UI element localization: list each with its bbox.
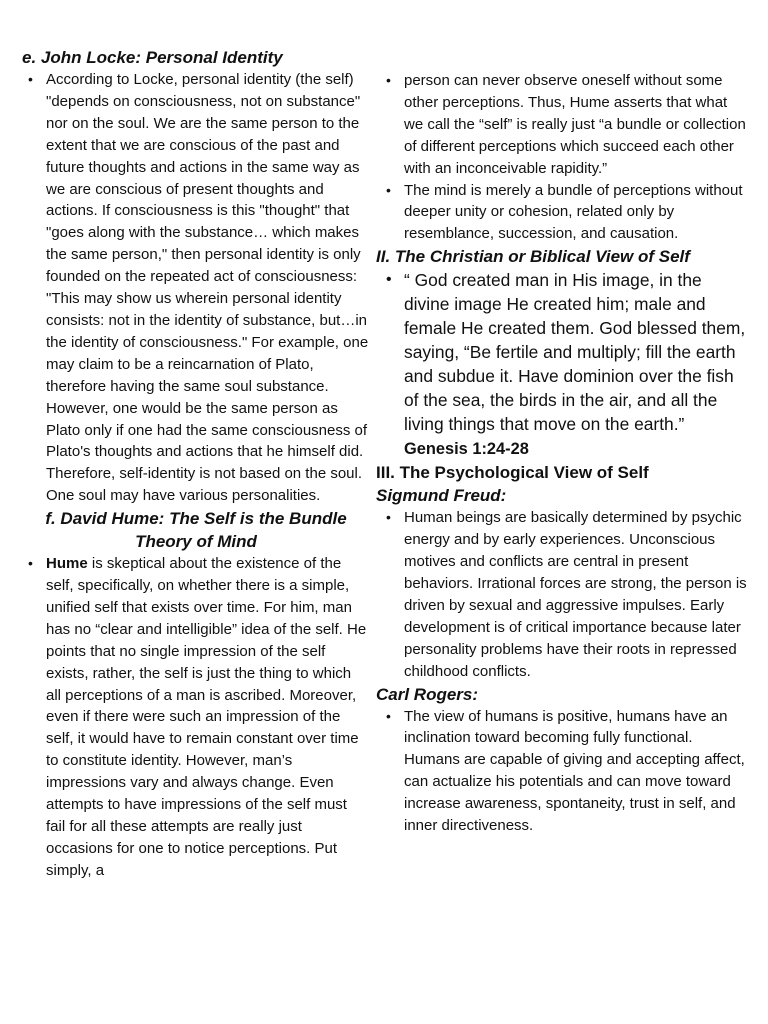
locke-paragraph: • According to Locke, personal identity (the self) "depends on consciousness, not on substance" nor on the soul. We are the same person to the extent that we are conscious of the past and future thoughts and actions in the same way as we are conscious of present thoughts and actions. If consciousness is this "thought" that "goes along with the substance… which makes the same person," then personal identity is only founded on the repeated act of consciousness: "This may show us wherein personal identity consists: not in the identity of substance, but…in the identity of consciousness." For example, one may claim to be a reincarnation of Plato, therefore having the same soul substance. However, one would be the same person as Plato only if one had the same consciousness of Plato's thoughts and actions that he himself did. Therefore, self-identity is not based on the soul. One soul may have various personalities. <box>46 69 370 507</box>
freud-heading: Sigmund Freud: <box>376 486 507 506</box>
freud-list <box>376 507 748 682</box>
right-column <box>376 70 748 837</box>
christian-list <box>376 268 748 461</box>
hume-list <box>22 553 370 882</box>
christian-heading: II. The Christian or Biblical View of Self <box>376 247 690 267</box>
rogers-paragraph: • The view of humans is positive, humans have an inclination toward becoming fully functional. Humans are capable of giving and accepting affect, can actualize his potentials and can move toward increase awareness, spontaneity, trust in self, and inner directiveness. <box>404 706 748 837</box>
hume-bold-lead: Hume <box>46 555 88 573</box>
freud-paragraph: • Human beings are basically determined by psychic energy and by early experiences. Unconscious motives and conflicts are central in present behaviors. Irrational forces are strong, the person is driven by sexual and aggressive impulses. Early development is of critical importance because later personality problems have their roots in repressed childhood conflicts. <box>404 507 748 682</box>
hume-continued-item: • person can never observe oneself without some other perceptions. Thus, Hume asserts that what we call the “self” is really just “a bundle or collection of different perceptions which succeed each other with an inconceivable rapidity.” <box>404 70 748 180</box>
hume-bundle-item: • The mind is merely a bundle of perceptions without deeper unity or cohesion, related only by resemblance, succession, and causation. <box>404 180 748 246</box>
hume-continued-list <box>376 70 748 245</box>
rogers-heading: Carl Rogers: <box>376 684 479 704</box>
genesis-quote-text: “ God created man in His image, in the divine image He created him; male and female He created them. God blessed them, saying, “Be fertile and multiply; fill the earth and subdue it. Have dominion over the fish of the sea, the birds in the air, and all the living things that move on the earth.” <box>404 270 746 435</box>
genesis-quote <box>404 268 748 461</box>
left-column <box>22 46 370 882</box>
hume-paragraph <box>46 553 370 882</box>
locke-heading: e. John Locke: Personal Identity <box>22 48 283 67</box>
genesis-reference: Genesis 1:24-28 <box>404 440 529 459</box>
hume-paragraph-text: is skeptical about the existence of the self, specifically, on whether there is a simple, unified self that exists over time. For him, man has no “clear and intelligible” idea of the self. He points that no single impression of the self exists, rather, the self is just the thing to which all perceptions of a man is ascribed. Moreover, even if there were such an impression of the self, it would have to remain constant over time to constitute identity. However, man’s impressions vary and always change. Even attempts to have impressions of the self must fail for all these attempts are really just occasions for one to notice perceptions. Put simply, a <box>46 555 367 879</box>
locke-list <box>22 69 370 507</box>
psych-heading: III. The Psychological View of Self <box>376 463 649 483</box>
hume-heading: f. David Hume: The Self is the Bundle Theory of Mind <box>45 509 347 552</box>
rogers-list <box>376 706 748 837</box>
